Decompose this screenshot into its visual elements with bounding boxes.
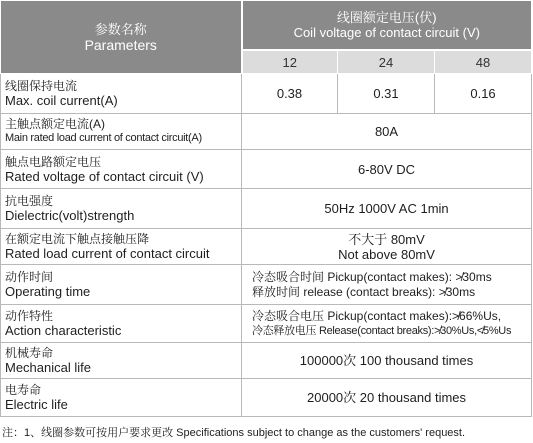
table-row bbox=[1, 229, 532, 265]
footnote: 注：1、线圈参数可按用户要求更改 Specifications subject to change as the customers' request. bbox=[2, 427, 466, 439]
row-label bbox=[1, 229, 242, 265]
voltage-12: 12 bbox=[242, 50, 338, 74]
value-line: 冷态释放电压 Release(contact breaks):≯30%Us,≮5%Us bbox=[252, 324, 512, 337]
row-label bbox=[1, 114, 242, 150]
table-row bbox=[1, 74, 532, 114]
value-cell: 6-80V DC bbox=[242, 150, 532, 189]
row-label bbox=[1, 189, 242, 229]
value-cell bbox=[242, 265, 532, 305]
row-label-cn: 在额定电流下触点接触压降 bbox=[5, 232, 150, 246]
row-label-cn: 主触点额定电流(A) bbox=[5, 117, 105, 131]
row-label-en: Dielectric(volt)strength bbox=[5, 208, 135, 223]
table-row bbox=[1, 305, 532, 343]
row-label-cn: 动作时间 bbox=[5, 270, 54, 284]
parameters-header bbox=[1, 1, 242, 74]
row-label bbox=[1, 305, 242, 343]
table-row bbox=[1, 265, 532, 305]
table-row bbox=[1, 150, 532, 189]
row-label-en: Mechanical life bbox=[5, 360, 91, 375]
row-label bbox=[1, 379, 242, 417]
row-label bbox=[1, 343, 242, 379]
coil-voltage-header bbox=[242, 1, 532, 51]
row-label bbox=[1, 150, 242, 189]
row-label-cn: 触点电路额定电压 bbox=[5, 154, 102, 169]
row-label-cn: 抗电强度 bbox=[5, 194, 54, 208]
header-row bbox=[1, 1, 532, 51]
value-line: 释放时间 release (contact breaks): ≯30ms bbox=[252, 284, 476, 299]
coil-voltage-header-cn: 线圈额定电压(伏) bbox=[336, 10, 437, 25]
value-line: Not above 80mV bbox=[338, 246, 435, 262]
row-label-cn: 机械寿命 bbox=[5, 346, 54, 360]
voltage-48: 48 bbox=[435, 50, 532, 74]
row-label-en: Rated load current of contact circuit bbox=[5, 246, 210, 261]
row-label-en: Rated voltage of contact circuit (V) bbox=[5, 168, 204, 184]
value-cell: 20000次 20 thousand times bbox=[242, 379, 532, 417]
table-row bbox=[1, 189, 532, 229]
coil-voltage-header-en: Coil voltage of contact circuit (V) bbox=[293, 25, 480, 40]
voltage-24: 24 bbox=[338, 50, 435, 74]
value-cell: 0.16 bbox=[435, 74, 532, 114]
row-label bbox=[1, 265, 242, 305]
row-label-en: Main rated load current of contact circuit(A) bbox=[5, 132, 202, 144]
row-label-en: Electric life bbox=[5, 397, 68, 412]
table-row bbox=[1, 343, 532, 379]
value-cell bbox=[242, 229, 532, 265]
value-cell: 80A bbox=[242, 114, 532, 150]
value-cell: 0.31 bbox=[338, 74, 435, 114]
value-cell: 50Hz 1000V AC 1min bbox=[242, 189, 532, 229]
table-row bbox=[1, 379, 532, 417]
table-row bbox=[1, 114, 532, 150]
value-line: 不大于 80mV bbox=[348, 231, 425, 247]
value-cell: 0.38 bbox=[242, 74, 338, 114]
row-label-cn: 电寿命 bbox=[5, 383, 42, 397]
row-label-en: Max. coil current(A) bbox=[5, 93, 118, 108]
value-cell bbox=[242, 305, 532, 343]
parameters-header-en: Parameters bbox=[84, 36, 157, 53]
value-cell: 100000次 100 thousand times bbox=[242, 343, 532, 379]
parameters-header-cn: 参数名称 bbox=[94, 21, 147, 37]
row-label-cn: 线圈保持电流 bbox=[5, 79, 78, 93]
row-label bbox=[1, 74, 242, 114]
value-line: 冷态吸合电压 Pickup(contact makes):≯66%Us, bbox=[252, 308, 502, 323]
row-label-cn: 动作特性 bbox=[5, 309, 54, 323]
row-label-en: Action characteristic bbox=[5, 323, 122, 338]
value-line: 冷态吸合时间 Pickup(contact makes): ≯30ms bbox=[252, 269, 492, 284]
row-label-en: Operating time bbox=[5, 284, 91, 299]
